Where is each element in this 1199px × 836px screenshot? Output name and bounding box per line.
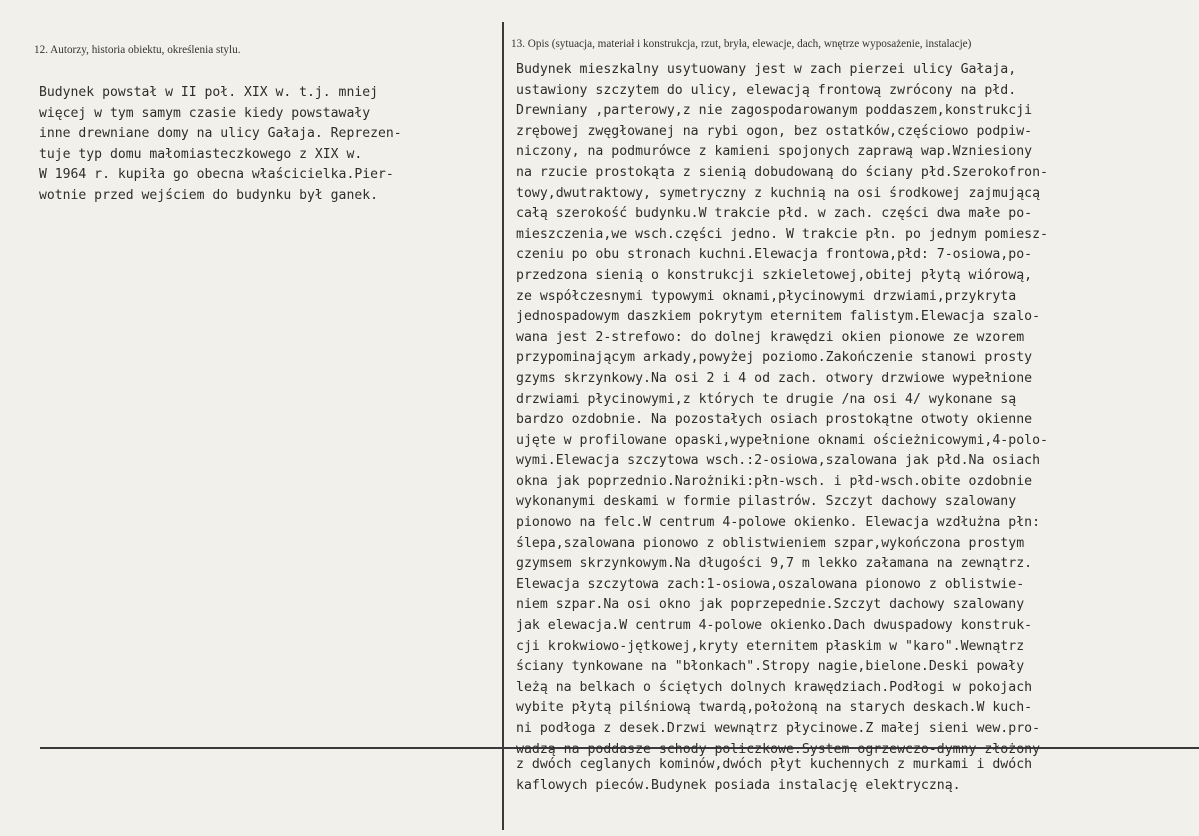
typed-line: Drewniany ,parterowy,z nie zagospodarowanym poddaszem,konstrukcji [516,103,1033,119]
typed-line: ślepa,szalowana pionowo z oblistwieniem szpar,wykończona prostym [516,535,1025,551]
typed-line: ustawiony szczytem do ulicy, elewacją frontową zwrócony na płd. [516,82,1017,98]
typed-line: W 1964 r. kupiła go obecna właścicielka.Pier- [39,167,394,183]
typed-line: pionowo na felc.W centrum 4-polowe okienko. Elewacja wzdłużna płn: [516,515,1041,531]
typed-line: całą szerokość budynku.W trakcie płd. w zach. części dwa małe po- [516,206,1033,222]
typed-line: bardzo ozdobnie. Na pozostałych osiach prostokątne otwoty okienne [516,412,1033,428]
typed-line: leżą na belkach o ściętych dolnych krawędziach.Podłogi w pokojach [516,679,1033,695]
typed-line: przypominającym arkady,powyżej poziomo.Zakończenie stanowi prosty [516,350,1033,366]
typed-line: ściany tynkowane na "błonkach".Stropy nagie,bielone.Deski powały [516,659,1025,675]
field-13-continuation [516,755,1032,796]
typed-line: okna jak poprzednio.Narożniki:płn-wsch. i płd-wsch.obite ozdobnie [516,473,1033,489]
typed-line: gzymsem skrzynkowym.Na długości 9,7 m lekko załamana na zewnątrz. [516,556,1033,572]
typed-line: ujęte w profilowane opaski,wypełnione oknami ościeżnicowymi,4-polo- [516,432,1048,448]
typed-line: wymi.Elewacja szczytowa wsch.:2-osiowa,szalowana jak płd.Na osiach [516,453,1041,469]
typed-line: zrębowej zwęgłowanej na rybi ogon, bez ostatków,częściowo podpiw- [516,123,1033,139]
field-12-text [39,83,402,207]
field-12-label: 12. Autorzy, historia obiektu, określenia stylu. [34,44,241,56]
typed-line: wadzą na poddasze schody policzkowe.System ogrzewczo-dymny złożony [516,741,1041,757]
typed-line: niem szpar.Na osi okno jak poprzepednie.Szczyt dachowy szalowany [516,597,1025,613]
typed-line: cji krokwiowo-jętkowej,kryty eternitem płaskim w "karo".Wewnątrz [516,638,1025,654]
typed-line: jednospadowym daszkiem pokrytym eternitem falistym.Elewacja szalo- [516,309,1041,325]
typed-line: mieszczenia,we wsch.części jedno. W trakcie płn. po jednym pomiesz- [516,226,1048,242]
typed-line: drzwiami płycinowymi,z których te drugie /na osi 4/ wykonane są [516,391,1017,407]
typed-line: Budynek powstał w II poł. XIX w. t.j. mniej [39,85,378,100]
typed-line: z dwóch ceglanych kominów,dwóch płyt kuchennych z murkami i dwóch [516,757,1033,772]
typed-line: gzyms skrzynkowy.Na osi 2 i 4 od zach. otwory drzwiowe wypełnione [516,370,1033,386]
typed-line: Elewacja szczytowa zach:1-osiowa,oszalowana pionowo z oblistwie- [516,576,1025,592]
typed-line: kaflowych pieców.Budynek posiada instalację elektryczną. [516,777,961,793]
typed-line: niczony, na podmurówce z kamieni spojonych zaprawą wap.Wzniesiony [516,144,1033,160]
typed-line: tuje typ domu małomiasteczkowego z XIX w. [39,146,363,162]
typed-line: wykonanymi deskami w formie pilastrów. Szczyt dachowy szalowany [516,494,1017,510]
field-13-text [516,60,1048,760]
typed-line: wotnie przed wejściem do budynku był ganek. [39,187,378,203]
typed-line: wana jest 2-strefowo: do dolnej krawędzi okien pionowe ze wzorem [516,329,1025,345]
typed-line: jak elewacja.W centrum 4-polowe okienko.Dach dwuspadowy konstruk- [516,618,1033,634]
column-divider [502,22,504,830]
typed-line: ze współczesnymi typowymi oknami,płycinowymi drzwiami,przykryta [516,288,1017,304]
typed-line: ni podłoga z desek.Drzwi wewnątrz płycinowe.Z małej sieni wew.pro- [516,721,1041,736]
typed-line: wybite płytą pilśniową twardą,położoną na starych deskach.W kuch- [516,700,1033,716]
typed-line: na rzucie prostokąta z sienią dobudowaną do ściany płd.Szerokofron- [516,164,1048,180]
typed-line: Budynek mieszkalny usytuowany jest w zach pierzei ulicy Gałaja, [516,62,1017,77]
typed-line: więcej w tym samym czasie kiedy powstawały [39,105,371,121]
typed-line: towy,dwutraktowy, symetryczny z kuchnią na osi środkowej zajmującą [516,185,1041,201]
typed-line: przedzona sienią o konstrukcji szkieletowej,obitej płytą wiórową, [516,267,1033,283]
typed-line: czeniu po obu stronach kuchni.Elewacja frontowa,płd: 7-osiowa,po- [516,247,1033,263]
field-13-label: 13. Opis (sytuacja, materiał i konstrukcja, rzut, bryła, elewacje, dach, wnętrze wyposażenie, instalacje) [511,38,972,50]
typed-line: inne drewniane domy na ulicy Gałaja. Reprezen- [39,126,402,142]
